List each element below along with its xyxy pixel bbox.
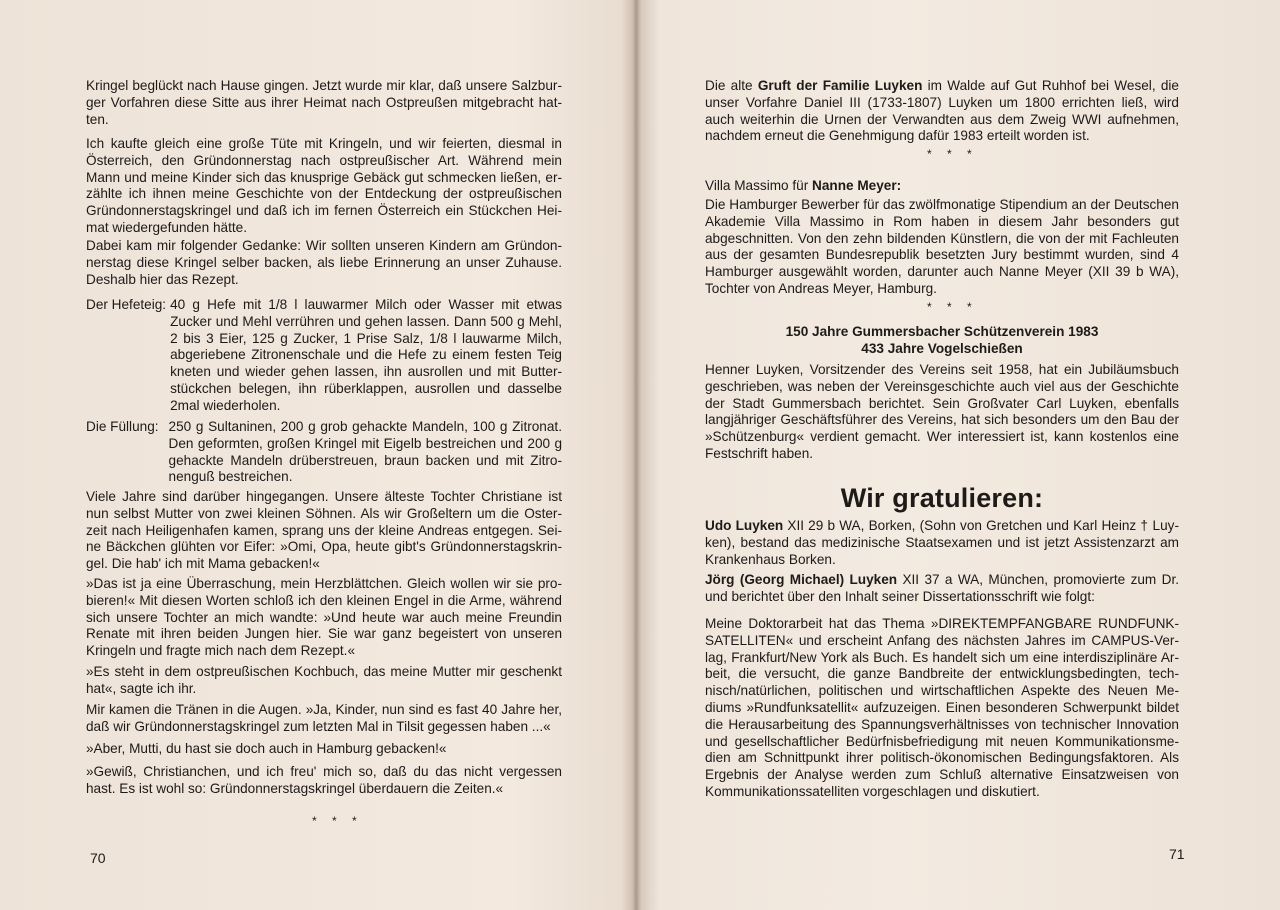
left-paragraph-1 xyxy=(86,78,562,128)
heading-line: 433 Jahre Vogelschießen xyxy=(861,340,1023,356)
bold-name: Jörg (Georg Michael) Luyken xyxy=(705,572,898,587)
text-run: im Walde auf Gut Ruhhof bei Wesel, die unser Vorfahre Daniel III (1733-1807) Luyken um 1800 errichten ließ, wird auch weiterhin die Urnen der Verwandten aus dem Zweig WWI aufnehmen, nachdem erneut die Genehmigung dafür 1983 erteilt worden ist. xyxy=(705,78,1179,144)
paragraph-text: Viele Jahre sind darüber hingegangen. Unsere älteste Tochter Christiane ist nun selbst Mutter von zwei kleinen Söhnen. Als wir Großeltern um die Osterzeit nach Heiligenhafen kamen, sprang uns der kleine Andreas entgegen. Seine Bäckchen glühten vor Eifer: »Omi, Opa, heute gibt's Gründonnerstagskringel. Die hab' ich mit Mama gebacken!« xyxy=(86,489,562,572)
left-paragraph-8 xyxy=(86,741,562,758)
section-divider: * * * xyxy=(312,814,363,828)
left-paragraph-6 xyxy=(86,664,562,698)
udo-paragraph xyxy=(705,518,1179,568)
paragraph-text: »Gewiß, Christianchen, und ich freu' mich so, daß du das nicht vergessen hast. Es ist wohl so: Gründonnerstagskringel überdauern die Zeiten.« xyxy=(86,764,562,796)
gruft-paragraph xyxy=(705,78,1179,145)
paragraph-text: Ich kaufte gleich eine große Tüte mit Kringeln, und wir feierten, diesmal in Österreich, den Gründonnerstag nach ostpreußischer Art. Während mein Mann und meine Kinder sich das knusprige Gebäck gut schmecken ließen, erzählte ich ihnen meine Geschichte von der Entdeckung der ostpreußischen Gründonnerstagskringel und daß ich im fernen Österreich ein Stückchen Heimat wiedergefunden hätte. xyxy=(86,136,562,235)
heading-line: 150 Jahre Gummersbacher Schützenverein 1983 xyxy=(785,324,1099,339)
paragraph-text xyxy=(705,572,1179,606)
left-paragraph-4 xyxy=(86,489,562,573)
joerg-paragraph xyxy=(705,572,1179,606)
paragraph-text: »Es steht in dem ostpreußischen Kochbuch, das meine Mutter mir geschenkt hat«, sagte ich ihr. xyxy=(86,664,562,696)
text-run: XII 37 a WA, München, promovierte zum Dr. und berichtet über den Inhalt seiner Dissertationsschrift wie folgt: xyxy=(705,572,1179,604)
left-page xyxy=(86,0,562,910)
paragraph-text: Mir kamen die Tränen in die Augen. »Ja, Kinder, nun sind es fast 40 Jahre her, daß wir Gründonnerstagskringel zum letzten Mal in Tilsit gegessen haben ...« xyxy=(86,702,562,734)
recipe-hefeteig xyxy=(86,297,562,415)
page-number: 71 xyxy=(1169,846,1185,862)
bold-name: Nanne Meyer: xyxy=(812,178,902,193)
section-title: Wir gratulieren: xyxy=(840,483,1044,513)
paragraph-text: Meine Doktorarbeit hat das Thema »DIREKTEMPFANGBARE RUNDFUNKSATELLITEN« und erscheint Anfang des nächsten Jahres im CAMPUS-Verlag, Frankfurt/New York als Buch. Es handelt sich um eine interdisziplinäre Arbeit, die versucht, die ganze Bandbreite der entwicklungsbedingten, technisch/natürlichen, politischen und wirtschaftlichen Aspekte des Neuen Mediums »Rundfunksatellit« aufzuzeigen. Einen besonderen Schwerpunkt bildet die Herausarbeitung des Spannungsverhältnisses von technischer Innovation und gesellschaftlicher Bedürfnisbefriedigung mit neuen Kommunikationsmedien am Schnittpunkt ihrer politisch-ökonomischen Bedingungsfaktoren. Als Ergebnis der Analyse werden zum Schluß alternative Einsatzweisen von Kommunikationssatelliten vorgeschlagen und diskutiert. xyxy=(705,616,1179,799)
section-divider: * * * xyxy=(927,300,978,314)
paragraph-text xyxy=(705,78,1179,145)
text-run: Villa Massimo für xyxy=(705,178,813,193)
page-number: 70 xyxy=(90,850,106,866)
left-paragraph-9 xyxy=(86,764,562,798)
left-paragraph-2 xyxy=(86,136,562,237)
paragraph-text: Die Hamburger Bewerber für das zwölfmonatige Stipendium an der Deutschen Akademie Villa Massimo in Rom haben in diesem Jahr besonders gut abgeschnitten. Von den zehn bildenden Künstlern, die von der mit Fachleuten aus der gesamten Bundesrepublik besetzten Jury bestimmt wurden, sind 4 Hamburger ausgewählt worden, darunter auch Nanne Meyer (XII 39 b WA), Tochter von Andreas Meyer, Hamburg. xyxy=(705,197,1179,296)
paragraph-text xyxy=(705,518,1179,568)
paragraph-text: »Das ist ja eine Überraschung, mein Herzblättchen. Gleich wollen wir sie probieren!« Mit diesen Worten schloß ich den kleinen Engel in die Arme, während sich unsere Tochter an mich wandte: »Und heute war auch meine Freundin Renate mit ihren beiden Jungen hier. Sie war ganz begeistert von unseren Kringeln und fragte mich nach dem Rezept.« xyxy=(86,576,562,659)
recipe-text: 250 g Sultaninen, 200 g grob gehackte Mandeln, 100 g Zitronat. Den geformten, großen Kringel mit Eigelb bestreichen und 200 g gehackte Mandeln drüberstreuen, braun backen und mit Zitronenguß bestreichen. xyxy=(168,419,562,485)
section-divider: * * * xyxy=(927,147,978,161)
paragraph-text: Dabei kam mir folgender Gedanke: Wir sollten unseren Kindern am Gründonnerstag diese Kringel selber backen, als liebe Erinnerung an unser Zuhause. Deshalb hier das Rezept. xyxy=(86,238,562,287)
paragraph-text: Kringel beglückt nach Hause gingen. Jetzt wurde mir klar, daß unsere Salzburger Vorfahren diese Sitte aus ihrer Heimat nach Ostpreußen mitgebracht hatten. xyxy=(86,78,562,127)
recipe-label: Der Hefeteig: xyxy=(86,297,167,312)
villa-paragraph xyxy=(705,197,1179,298)
left-paragraph-5 xyxy=(86,576,562,660)
paragraph-text xyxy=(705,178,1179,195)
paragraph-text: »Aber, Mutti, du hast sie doch auch in Hamburg gebacken!« xyxy=(86,741,447,756)
text-run: Die alte xyxy=(705,78,758,93)
left-paragraph-7 xyxy=(86,702,562,736)
text-run: XII 29 b WA, Borken, (Sohn von Gretchen und Karl Heinz † Luyken), bestand das medizinische Staatsexamen und ist jetzt Assistenzarzt am Krankenhaus Borken. xyxy=(705,518,1179,567)
paragraph-text: Henner Luyken, Vorsitzender des Vereins seit 1958, hat ein Jubiläumsbuch geschrieben, was neben der Vereinsgeschichte auch viel aus der Geschichte der Stadt Gummersbach berichtet. Sein Großvater Carl Luyken, ebenfalls langjähriger Geschäftsführer des Vereins, hat sich besonders um den Bau der »Schützenburg« verdient gemacht. Wer interessiert ist, kann kostenlos eine Festschrift haben. xyxy=(705,362,1179,461)
recipe-label: Die Füllung: xyxy=(86,419,159,434)
bold-name: Gruft der Familie Luyken xyxy=(757,78,923,93)
right-page xyxy=(705,0,1185,910)
schuetzen-heading xyxy=(705,324,1179,358)
schuetzen-paragraph xyxy=(705,362,1179,463)
villa-heading xyxy=(705,178,1179,195)
left-paragraph-3 xyxy=(86,238,562,288)
dissertation-paragraph xyxy=(705,616,1179,801)
recipe-text: 40 g Hefe mit 1/8 l lauwarmer Milch oder Wasser mit etwas Zucker und Mehl verrühren und gehen lassen. Dann 500 g Mehl, 2 bis 3 Eier, 125 g Zucker, 1 Prise Salz, 1/8 l lauwarme Milch, abgeriebene Zitronenschale und die Hefe zu einem festen Teig kneten und wieder gehen lassen, ihn ausrollen und mit Butterstückchen belegen, ihn rüberklappen, ausrollen und dasselbe 2mal wiederholen. xyxy=(170,297,562,413)
bold-name: Udo Luyken xyxy=(705,518,784,533)
recipe-fuellung xyxy=(86,419,562,486)
